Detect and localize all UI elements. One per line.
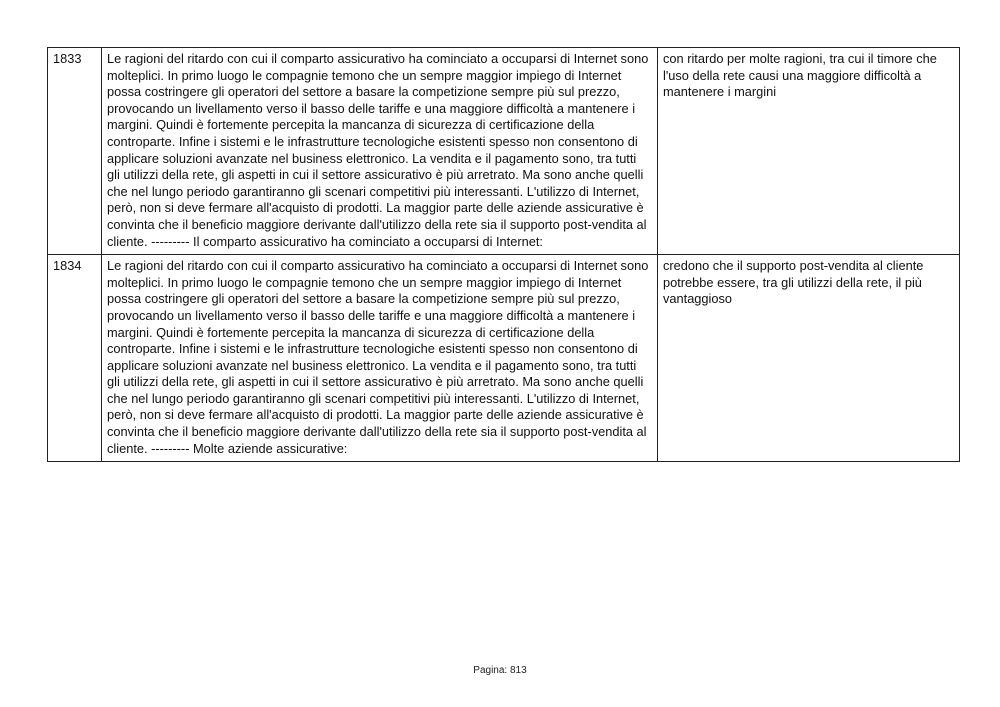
table-row [48, 255, 960, 462]
table-row [48, 48, 960, 255]
question-text: Le ragioni del ritardo con cui il comparto assicurativo ha cominciato a occuparsi di Internet sono molteplici. In primo luogo le compagnie temono che un sempre maggior impiego di Internet possa costringere gli operatori del settore a basare la competizione sempre più sul prezzo, provocando un livellamento verso il basso delle tariffe e una maggiore difficoltà a mantenere i margini. Quindi è fortemente percepita la mancanza di sicurezza di certificazione della controparte. Infine i sistemi e le infrastrutture tecnologiche esistenti spesso non consentono di applicare soluzioni avanzate nel business elettronico. La vendita e il pagamento sono, tra tutti gli utilizzi della rete, gli aspetti in cui il settore assicurativo è più arretrato. Ma sono anche quelli che nel lungo periodo garantiranno gli scenari competitivi più interessanti. L'utilizzo di Internet, però, non si deve fermare all'acquisto di prodotti. La maggior parte delle aziende assicurative è convinta che il beneficio maggiore derivante dall'utilizzo della rete sia il supporto post-vendita al cliente. --------- Molte aziende assicurative: [102, 255, 658, 462]
question-number: 1834 [48, 255, 102, 462]
answer-text: con ritardo per molte ragioni, tra cui il timore che l'uso della rete causi una maggiore difficoltà a mantenere i margini [658, 48, 960, 255]
question-number: 1833 [48, 48, 102, 255]
page-number: Pagina: 813 [473, 665, 527, 676]
question-table [47, 47, 960, 462]
question-text: Le ragioni del ritardo con cui il comparto assicurativo ha cominciato a occuparsi di Internet sono molteplici. In primo luogo le compagnie temono che un sempre maggior impiego di Internet possa costringere gli operatori del settore a basare la competizione sempre più sul prezzo, provocando un livellamento verso il basso delle tariffe e una maggiore difficoltà a mantenere i margini. Quindi è fortemente percepita la mancanza di sicurezza di certificazione della controparte. Infine i sistemi e le infrastrutture tecnologiche esistenti spesso non consentono di applicare soluzioni avanzate nel business elettronico. La vendita e il pagamento sono, tra tutti gli utilizzi della rete, gli aspetti in cui il settore assicurativo è più arretrato. Ma sono anche quelli che nel lungo periodo garantiranno gli scenari competitivi più interessanti. L'utilizzo di Internet, però, non si deve fermare all'acquisto di prodotti. La maggior parte delle aziende assicurative è convinta che il beneficio maggiore derivante dall'utilizzo della rete sia il supporto post-vendita al cliente. --------- Il comparto assicurativo ha cominciato a occuparsi di Internet: [102, 48, 658, 255]
answer-text: credono che il supporto post-vendita al cliente potrebbe essere, tra gli utilizzi della rete, il più vantaggioso [658, 255, 960, 462]
